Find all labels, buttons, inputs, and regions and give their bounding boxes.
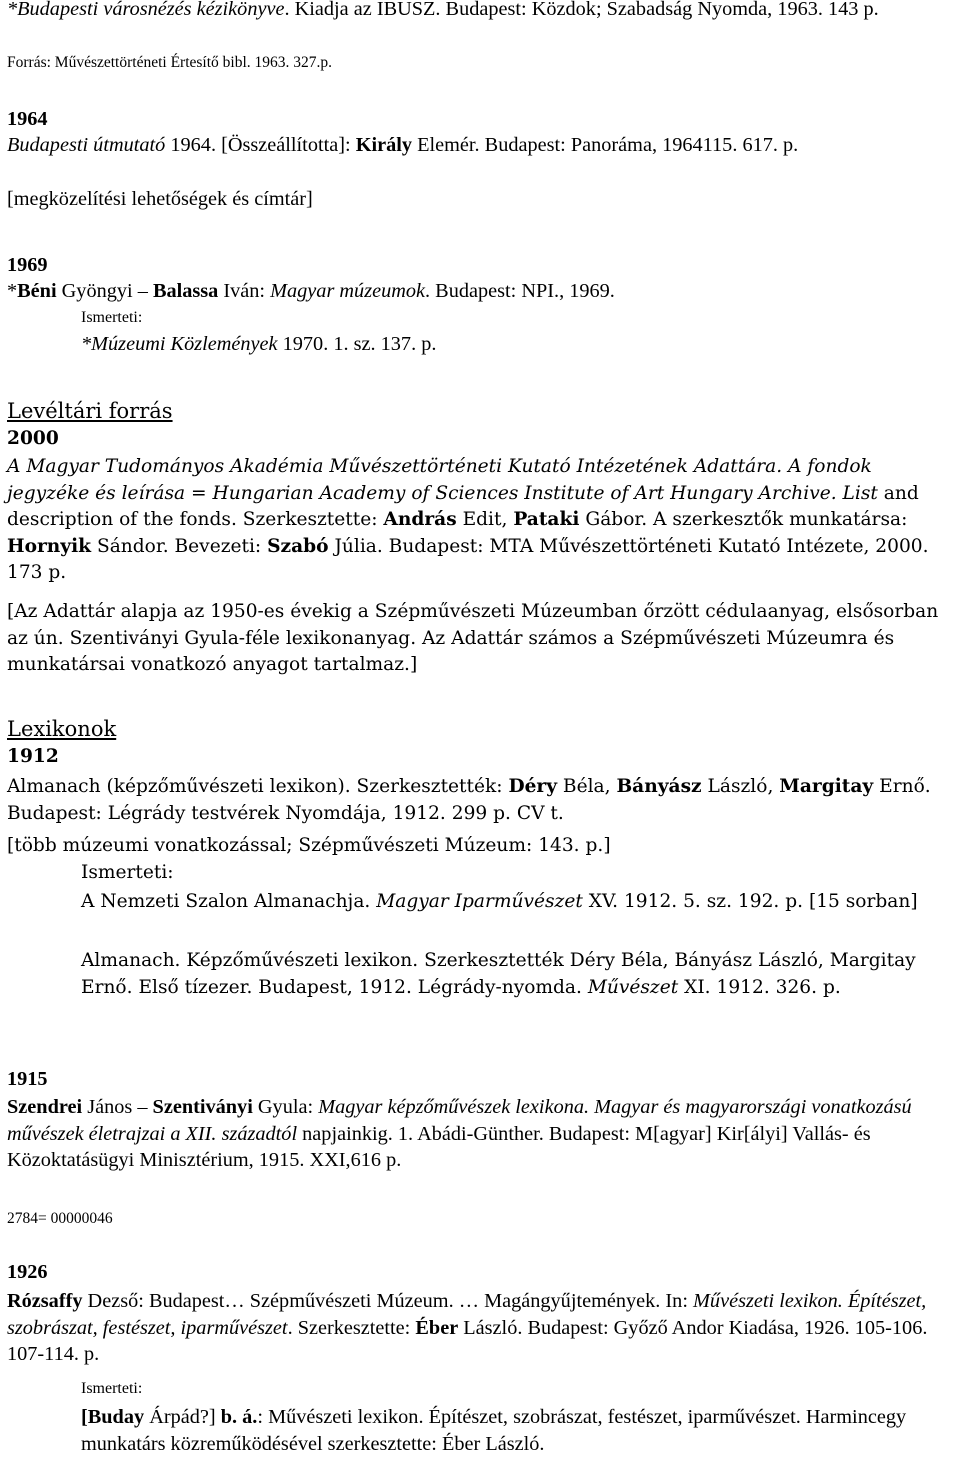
- review-nemzeti-szalon: A Nemzeti Szalon Almanachja. Magyar Iparművészet XV. 1912. 5. sz. 192. p. [15 sorban]: [81, 891, 918, 912]
- year-heading-1926: 1926: [7, 1261, 48, 1283]
- review-label-1969: Ismerteti:: [81, 309, 143, 326]
- review-muzeumi-kozlemenyek: *Múzeumi Közlemények 1970. 1. sz. 137. p.: [81, 333, 437, 355]
- entry-note-1964: [megközelítési lehetőségek és címtár]: [7, 188, 313, 210]
- entry-budapesti-utmutato: Budapesti útmutató 1964. [Összeállította]: Király Elemér. Budapest: Panoráma, 1964115. 617. p.: [7, 134, 799, 156]
- entry-mta-adattar: A Magyar Tudományos Akadémia Művészettörténeti Kutató Intézetének Adattára. A fondok jegyzéke és leírása = Hungarian Academy of Sciences Institute of Art Hungary Archive. List and description of the fonds. Szerkesztette: András Edit, Pataki Gábor. A szerkesztők munkatársa: Hornyik Sándor. Bevezeti: Szabó Júlia. Budapest: MTA Művészettörténeti Kutató Intézete, 2000. 173 p.: [7, 456, 929, 583]
- review-label-1926: Ismerteti:: [81, 1380, 143, 1397]
- review-label-1912: Ismerteti:: [81, 862, 174, 883]
- entry-note-1912: [több múzeumi vonatkozással; Szépművészeti Múzeum: 143. p.]: [7, 835, 611, 856]
- entry-almanach: Almanach (képzőművészeti lexikon). Szerkesztették: Déry Béla, Bányász László, Margitay Ernő. Budapest: Légrády testvérek Nyomdája, 1912. 299 p. CV t.: [7, 776, 931, 824]
- year-heading-1969: 1969: [7, 254, 48, 276]
- entry-source-note: Forrás: Művészettörténeti Értesítő bibl. 1963. 327.p.: [7, 54, 333, 71]
- section-heading-lexikonok: Lexikonok: [7, 717, 117, 741]
- entry-budapesti-varosnezes: *Budapesti városnézés kézikönyve. Kiadja az IBUSZ. Budapest: Közdok; Szabadság Nyomda, 1963. 143 p.: [7, 0, 879, 20]
- review-buday-arpad: [Buday Árpád?] b. á.: Művészeti lexikon. Építészet, szobrászat, festészet, iparművészet. Harmincegy munkatárs közreműködésével szerkesztette: Éber László.: [81, 1406, 907, 1455]
- entry-magyar-muzeumok: *Béni Gyöngyi – Balassa Iván: Magyar múzeumok. Budapest: NPI., 1969.: [7, 280, 615, 302]
- entry-code-1915: 2784= 00000046: [7, 1210, 113, 1227]
- section-heading-leveltari-forras: Levéltári forrás: [7, 399, 173, 423]
- year-heading-1915: 1915: [7, 1068, 48, 1090]
- year-heading-1912: 1912: [7, 746, 59, 767]
- entry-note-2000: [Az Adattár alapja az 1950-es évekig a Szépművészeti Múzeumban őrzött cédulaanyag, elsősorban az ún. Szentiványi Gyula-féle lexikonanyag. Az Adattár számos a Szépművészeti Múzeumra és munkatársai vonatkozó anyagot tartalmaz.]: [7, 601, 939, 675]
- review-almanach-muveszet: Almanach. Képzőművészeti lexikon. Szerkesztették Déry Béla, Bányász László, Margitay Ernő. Első tízezer. Budapest, 1912. Légrády-nyomda. Művészet XI. 1912. 326. p.: [81, 950, 916, 998]
- entry-kepzomuveszek-lexikona: Szendrei János – Szentiványi Gyula: Magyar képzőművészek lexikona. Magyar és magyarországi vonatkozású művészek életrajzai a XII. századtól napjainkig. 1. Abádi-Günther. Budapest: M[agyar] Kir[ályi] Vallás- és Közoktatásügyi Minisztérium, 1915. XXI,616 p.: [7, 1096, 912, 1171]
- year-heading-2000: 2000: [7, 428, 59, 449]
- entry-muveszeti-lexikon: Rózsaffy Dezső: Budapest… Szépművészeti Múzeum. … Magángyűjtemények. In: Művészeti lexikon. Építészet, szobrászat, festészet, iparművészet. Szerkesztette: Éber László. Budapest: Győző Andor Kiadása, 1926. 105-106. 107-114. p.: [7, 1290, 928, 1365]
- year-heading-1964: 1964: [7, 108, 48, 130]
